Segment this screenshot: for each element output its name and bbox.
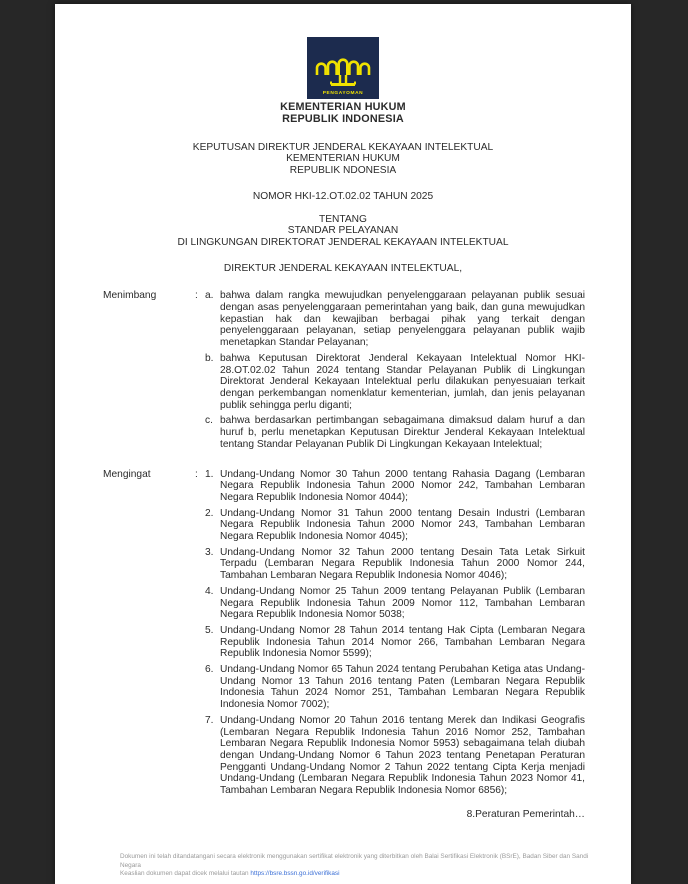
menimbang-items	[205, 290, 585, 454]
list-item-marker: 6.	[205, 664, 214, 676]
list-item	[205, 664, 585, 711]
kemenkumham-logo-icon	[307, 37, 379, 99]
list-item-text: bahwa Keputusan Direktorat Jenderal Kekayaan Intelektual Nomor HKI-28.OT.02.02 Tahun 2024 tentang Standar Pelayanan Publik di Lingkungan Direktorat Jenderal Kekayaan Intelektual perlu dilakukan penyesuaian terkait dengan perkembangan nomenklatur kementerian, jumlah, dan jenis pelayanan publik sehingga perlu diganti;	[220, 352, 585, 411]
mengingat-items	[205, 469, 585, 801]
section-label: Mengingat	[103, 468, 151, 480]
decree-about-line: DI LINGKUNGAN DIREKTORAT JENDERAL KEKAYAAN INTELEKTUAL	[177, 236, 509, 248]
decree-number: NOMOR HKI-12.OT.02.02 TAHUN 2025	[252, 190, 434, 202]
ministry-country: REPUBLIK INDONESIA	[282, 112, 404, 125]
list-item	[205, 715, 585, 797]
list-item	[205, 469, 585, 504]
list-item-text: bahwa berdasarkan pertimbangan sebagaimana dimaksud dalam huruf a dan huruf b, perlu menetapkan Keputusan Direktur Jenderal Kekayaan Intelektual tentang Standar Pelayanan Publik Di Lingkungan Kekayaan Intelektual;	[220, 415, 585, 450]
list-item-marker: c.	[205, 415, 213, 427]
list-item-text: bahwa dalam rangka mewujudkan penyelenggaraan pelayanan publik sesuai dengan asas penyelenggaraan pemerintahan yang baik, dan guna mewujudkan kepastian hak dan kewajiban berbagai pihak yang terkait dengan penyelenggaraan pelayanan, setiap penyelenggara pelayanan publik wajib menetapkan Standar Pelayanan;	[220, 290, 585, 349]
esign-footer-line1: Dokumen ini telah ditandatangani secara elektronik menggunakan sertifikat elektronik yang diterbitkan oleh Balai Sertifikasi Elektronik (BSrE), Badan Siber dan Sandi Negara	[120, 853, 589, 869]
section-colon: :	[195, 468, 198, 480]
section-mengingat	[103, 469, 585, 801]
list-item	[205, 415, 585, 450]
section-label: Menimbang	[103, 290, 157, 302]
list-item-text: Undang-Undang Nomor 31 Tahun 2000 tentang Desain Industri (Lembaran Negara Republik Indonesia Tahun 2000 Nomor 243, Tambahan Lembaran Negara Republik Indonesia Nomor 4045);	[220, 507, 585, 543]
list-item-text: Undang-Undang Nomor 65 Tahun 2024 tentang Perubahan Ketiga atas Undang-Undang Nomor 13 Tahun 2016 tentang Paten (Lembaran Negara Republik Indonesia Tahun 2024 Nomor 251, Tambahan Lembaran Negara Republik Indonesia Nomor 7002);	[220, 664, 585, 711]
list-item-marker: 2.	[205, 507, 214, 519]
list-item-text: Undang-Undang Nomor 25 Tahun 2009 tentang Pelayanan Publik (Lembaran Negara Republik Indonesia Tahun 2009 Nomor 112, Tambahan Lembaran Negara Republik Indonesia Nomor 5038;	[220, 585, 585, 621]
list-item	[205, 586, 585, 621]
esign-footer-line2-prefix: Keaslian dokumen dapat dicek melalui tautan	[120, 870, 251, 878]
esign-footer	[120, 853, 598, 879]
list-item-marker: 5.	[205, 624, 214, 636]
list-item	[205, 290, 585, 349]
list-item-text: Undang-Undang Nomor 20 Tahun 2016 tentang Merek dan Indikasi Geografis (Lembaran Negara Republik Indonesia Tahun 2016 Nomor 252, Tambahan Lembaran Negara Republik Indonesia Nomor 5953) sebagaimana telah diubah dengan Undang-Undang Nomor 6 Tahun 2023 tentang Penetapan Peraturan Pengganti Undang-Undang Nomor 2 Tahun 2022 tentang Cipta Kerja menjadi Undang-Undang (Lembaran Negara Republik Indonesia Tahun 2023 Nomor 41, Tambahan Lembaran Negara Republik Indonesia Nomor 6856);	[220, 714, 585, 797]
list-item-marker: b.	[205, 352, 214, 364]
verification-link[interactable]: https://bsre.bssn.go.id/verifikasi	[250, 870, 340, 878]
decree-officer: DIREKTUR JENDERAL KEKAYAAN INTELEKTUAL,	[223, 263, 463, 275]
list-item-text: Undang-Undang Nomor 32 Tahun 2000 tentang Desain Tata Letak Sirkuit Terpadu (Lembaran Negara Republik Indonesia Tahun 2000 Nomor 244, Tambahan Lembaran Negara Republik Indonesia Nomor 4046);	[220, 546, 585, 582]
decree-body	[103, 290, 585, 800]
list-item	[205, 353, 585, 412]
decree-title-line: KEPUTUSAN DIREKTUR JENDERAL KEKAYAAN INTELEKTUAL	[192, 142, 494, 153]
logo-banner-text: PENGAYOMAN	[322, 91, 364, 96]
section-menimbang	[103, 290, 585, 454]
list-item	[205, 547, 585, 582]
list-item-marker: 4.	[205, 585, 214, 597]
decree-about-line: STANDAR PELAYANAN	[287, 225, 399, 237]
page-continuation-catchword: 8.Peraturan Pemerintah…	[466, 808, 585, 820]
decree-title-line: REPUBLIK NDONESIA	[289, 164, 397, 176]
list-item-marker: 7.	[205, 714, 214, 726]
list-item	[205, 625, 585, 660]
decree-title-line: KEMENTERIAN HUKUM	[286, 153, 400, 165]
list-item	[205, 508, 585, 543]
section-colon: :	[195, 290, 198, 302]
decree-about-line: TENTANG	[319, 214, 367, 226]
list-item-marker: a.	[205, 290, 214, 302]
list-item-marker: 3.	[205, 546, 214, 558]
document-page	[55, 4, 631, 884]
esign-footer-line2	[120, 870, 598, 879]
list-item-marker: 1.	[205, 468, 214, 480]
ministry-name: KEMENTERIAN HUKUM	[280, 101, 406, 113]
list-item-text: Undang-Undang Nomor 30 Tahun 2000 tentang Rahasia Dagang (Lembaran Negara Republik Indonesia Tahun 2000 Nomor 242, Tambahan Lembaran Negara Republik Indonesia Nomor 4044);	[220, 468, 585, 503]
list-item-text: Undang-Undang Nomor 28 Tahun 2014 tentang Hak Cipta (Lembaran Negara Republik Indonesia Tahun 2014 Nomor 266, Tambahan Lembaran Negara Republik Indonesia Nomor 5599);	[220, 624, 585, 660]
